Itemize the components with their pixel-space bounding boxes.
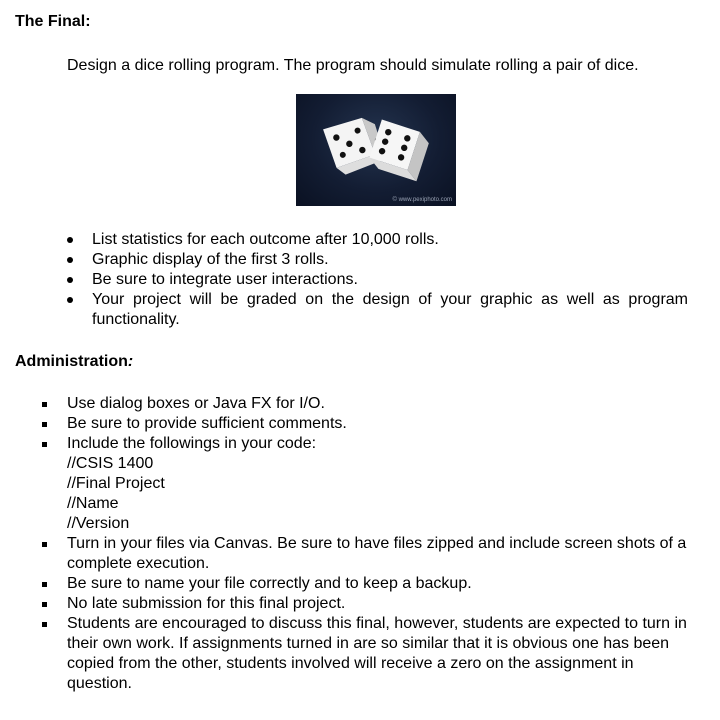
- list-item-text: Use dialog boxes or Java FX for I/O.: [67, 395, 325, 412]
- intro-text: Design a dice rolling program. The program should simulate rolling a pair of dice.: [67, 57, 639, 74]
- image-watermark: © www.pexiphoto.com: [392, 197, 452, 203]
- requirements-list: [0, 230, 688, 330]
- list-item: [0, 290, 688, 330]
- administration-heading-colon: :: [127, 353, 134, 370]
- bullet-icon: [67, 257, 73, 263]
- list-item-text: Be sure to provide sufficient comments.: [67, 415, 347, 432]
- list-item: [0, 394, 687, 414]
- square-bullet-icon: [42, 402, 47, 407]
- square-bullet-icon: [42, 602, 47, 607]
- dice-image: [296, 94, 456, 206]
- list-item: [0, 270, 688, 290]
- square-bullet-icon: [42, 542, 47, 547]
- dice-pair-icon: [296, 94, 456, 206]
- list-item: [0, 594, 687, 614]
- list-item-text: Your project will be graded on the design of your graphic as well as program functionality.: [92, 291, 688, 328]
- administration-heading: [15, 352, 133, 372]
- code-line: //Final Project: [67, 475, 165, 492]
- bullet-icon: [67, 237, 73, 243]
- list-item: [0, 414, 687, 434]
- list-item: [0, 574, 687, 594]
- bullet-icon: [67, 277, 73, 283]
- list-item-text: No late submission for this final project.: [67, 595, 346, 612]
- list-item: [0, 434, 687, 534]
- final-heading: The Final:: [15, 13, 91, 30]
- administration-list: [0, 394, 687, 694]
- list-item-text: Be sure to integrate user interactions.: [92, 271, 358, 288]
- list-item: [0, 230, 688, 250]
- list-item: [0, 250, 688, 270]
- administration-heading-text: Administration: [15, 353, 128, 370]
- bullet-icon: [67, 297, 73, 303]
- list-item-text: Students are encouraged to discuss this final, however, students are expected to turn in their own work. If assignments turned in are so similar that it is obvious one has been copied from the other, students involved will receive a zero on the assignment in question.: [67, 615, 687, 692]
- list-item-text: Include the followings in your code:: [67, 435, 317, 452]
- square-bullet-icon: [42, 422, 47, 427]
- square-bullet-icon: [42, 582, 47, 587]
- code-line: //CSIS 1400: [67, 455, 154, 472]
- code-line: //Name: [67, 495, 119, 512]
- list-item-text: Be sure to name your file correctly and to keep a backup.: [67, 575, 472, 592]
- list-item-text: List statistics for each outcome after 10,000 rolls.: [92, 231, 439, 248]
- list-item: [0, 614, 687, 694]
- code-line: //Version: [67, 515, 130, 532]
- square-bullet-icon: [42, 442, 47, 447]
- square-bullet-icon: [42, 622, 47, 627]
- list-item-text: Turn in your files via Canvas. Be sure to have files zipped and include screen shots of a complete execution.: [67, 535, 687, 572]
- list-item: [0, 534, 687, 574]
- list-item-text: Graphic display of the first 3 rolls.: [92, 251, 329, 268]
